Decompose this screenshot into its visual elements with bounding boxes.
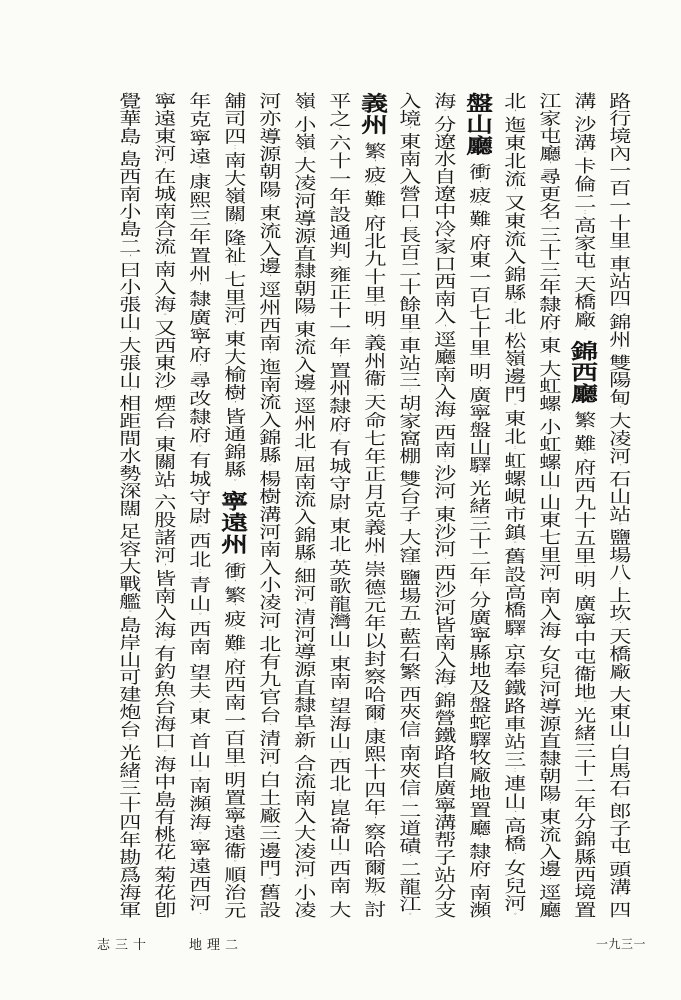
punctuation-mark: 、 [543, 412, 551, 419]
punctuation-mark: ： [333, 792, 341, 799]
entry-heading: 盤山廳 [461, 92, 493, 156]
column-text: 衝，疲，難。府東一百七十里。明，廣寧盤山驛。光緒三十二年，分廣寧縣地及盤蛇驛牧廠地置廳，隸府。南瀕 [464, 163, 490, 919]
punctuation-mark: ： [438, 458, 446, 465]
column-text: 河亦導源朝陽，東流入邊，逕州西南，迤南流入錦縣。楊樹溝河南入小凌河。北有九官台、清河、白土廠三邊門。舊設 [254, 92, 280, 919]
punctuation-mark: ： [193, 656, 201, 664]
punctuation-mark: ， [298, 449, 306, 456]
text-column-11 [251, 92, 282, 918]
punctuation-mark: 、 [228, 323, 236, 331]
punctuation-mark: 。 [368, 208, 376, 215]
punctuation-mark: ： [508, 768, 516, 775]
punctuation-mark: ， [123, 144, 131, 151]
punctuation-mark: ： [578, 210, 586, 217]
column-text: 溝、沙溝。卡倫二：高家屯、天橋廠。 [569, 92, 595, 335]
punctuation-mark: 。 [263, 463, 271, 470]
punctuation-mark: 。 [333, 432, 341, 440]
punctuation-mark: ， [228, 401, 236, 408]
text-column-15 [111, 92, 142, 918]
punctuation-mark: ， [228, 627, 236, 634]
punctuation-mark: ， [438, 324, 446, 331]
punctuation-mark: 。 [368, 554, 376, 562]
punctuation-mark: 。 [578, 564, 586, 571]
punctuation-mark: 、 [158, 487, 166, 494]
column-text: 海。分遼水自遼中冷家口西南入，逕廳南入海。西南：沙河、東沙河、西沙河皆南入海。錦營鐵路自廣寧溝帮子站分支 [429, 92, 455, 918]
punctuation-mark: 。 [613, 522, 621, 529]
section-label: 地理二 [189, 938, 244, 953]
punctuation-mark: ， [123, 516, 131, 523]
punctuation-mark: 、 [613, 679, 621, 686]
punctuation-mark: ， [473, 584, 481, 591]
punctuation-mark: ， [473, 180, 481, 187]
punctuation-mark: ， [298, 748, 306, 755]
punctuation-mark: ， [508, 109, 516, 117]
column-text: 路行境內一百一十里。車站四：錦州、雙陽甸、大凌河、石山站。鹽場八：上坎、天橋廠、大東山、白馬石、郎子屯、頭溝、四 [604, 92, 630, 919]
punctuation-mark: ， [158, 161, 166, 168]
punctuation-mark: 。 [333, 852, 341, 859]
punctuation-mark: ： [403, 388, 411, 395]
text-column-13 [181, 92, 212, 918]
punctuation-mark: 、 [158, 429, 166, 436]
column-text: 衝，繁，疲，難。府西南一百里。明置寧遠衞。順治元 [219, 561, 245, 919]
punctuation-mark: 、 [403, 854, 411, 861]
punctuation-mark: ， [228, 579, 236, 586]
text-column-10 [286, 92, 317, 918]
punctuation-mark: ， [123, 388, 131, 395]
column-text: 繁，疲，難。府北九十里。明，義州衞。天命七年正月克義州。崇德元年以封察哈爾。康熙十四年，察哈爾叛，討 [359, 142, 385, 918]
text-column-4 [496, 92, 527, 918]
punctuation-mark: 、 [438, 499, 446, 506]
punctuation-mark: 。 [263, 877, 271, 884]
text-column-3 [531, 92, 562, 918]
punctuation-mark: 。 [123, 610, 131, 616]
punctuation-mark: 。 [543, 220, 551, 226]
punctuation-mark: 。 [578, 700, 586, 707]
punctuation-mark: 。 [228, 859, 236, 866]
punctuation-mark: 、 [298, 109, 306, 116]
text-column-9 [321, 92, 352, 918]
punctuation-mark: 。 [473, 356, 481, 363]
punctuation-mark: 、 [613, 738, 621, 744]
punctuation-mark: ， [333, 354, 341, 362]
punctuation-mark: 。 [613, 248, 621, 255]
punctuation-mark: 。 [403, 912, 411, 919]
punctuation-mark: 。 [403, 330, 411, 337]
column-text: 覺華島，島西南小島二，曰小張山、大張山，相距間水勢深闊，足容大戰艦。島岸山可建炮台。光緒三十四年勘爲海軍 [114, 92, 140, 918]
punctuation-mark: ， [368, 328, 376, 335]
punctuation-mark: 、 [613, 895, 621, 902]
punctuation-mark: 、 [263, 765, 271, 772]
punctuation-mark: ， [263, 351, 271, 358]
punctuation-mark: 、 [508, 852, 516, 859]
punctuation-mark: 。 [438, 685, 446, 692]
punctuation-mark: ， [158, 254, 166, 261]
punctuation-mark: 。 [333, 259, 341, 266]
punctuation-mark: 。 [543, 639, 551, 646]
running-footer [97, 934, 243, 953]
punctuation-mark: ， [158, 563, 166, 570]
entry-heading: 錦西廳 [566, 339, 598, 404]
punctuation-mark: ， [473, 204, 481, 211]
punctuation-mark: 。 [333, 127, 341, 135]
punctuation-mark: 、 [613, 406, 621, 413]
punctuation-mark: 。 [298, 877, 306, 884]
punctuation-mark: ， [543, 487, 551, 494]
punctuation-mark: 。 [298, 150, 306, 157]
punctuation-mark: ， [193, 364, 201, 371]
text-column-8 [356, 92, 387, 918]
punctuation-mark: ， [123, 254, 131, 261]
punctuation-mark: ， [578, 428, 586, 435]
punctuation-mark: 、 [578, 269, 586, 276]
punctuation-mark: 。 [193, 612, 201, 620]
punctuation-mark: 。 [193, 700, 201, 708]
punctuation-mark: ， [473, 380, 481, 386]
punctuation-mark: ， [543, 802, 551, 808]
punctuation-mark: 。 [158, 639, 166, 646]
column-text: 平之。六十一年設通判。雍正十一年，置州隸府。有城守尉。東北：英歌龍灣山。東南：望海山。西北：崑崙山。西南：大 [324, 92, 350, 919]
punctuation-mark: 、 [228, 264, 236, 271]
punctuation-mark: 、 [403, 522, 411, 529]
text-column-14 [146, 92, 177, 918]
column-text: 北，迤東北流，又東流入錦縣。北：松嶺邊門。東北：虹螺峴市鎮。舊設高橋驛。京奉鐵路車站三：連山、高橋、女兒河。 [499, 92, 525, 919]
punctuation-mark: 。 [193, 165, 201, 173]
text-column-5 [461, 92, 492, 918]
column-text: 繁，難。府西九十五里。明，廣寧中屯衞地。光緒三十二年分錦縣西境置 [569, 411, 595, 919]
punctuation-mark: 、 [613, 854, 621, 861]
column-text: 嶺、小嶺。大凌河導源直隸朝陽，東流入邊，逕州北，屈南流入錦縣。細河、清河導源直隸阜新，合流南入大凌河。小凌 [289, 92, 315, 918]
punctuation-mark: 。 [193, 525, 201, 533]
punctuation-mark: 、 [123, 330, 131, 337]
punctuation-mark: ： [403, 621, 411, 628]
punctuation-mark: ： [333, 894, 341, 902]
column-text: 江家屯廳，尋更名。三十三年隸府。東：大虹螺、小虹螺山，山東七里河，南入海。女兒河導源直隸朝陽，東流入邊，逕廳 [534, 92, 560, 919]
punctuation-mark: 、 [403, 464, 411, 471]
column-text: 舖司四：南大嶺關、隆祉、七里河、東大榆樹，皆通錦縣。 [219, 92, 245, 485]
punctuation-mark: 、 [158, 388, 166, 395]
column-text: 寧遠東河，在城南合流，南入海。又西東沙、煙台、東關站、六股諸河，皆南入海。有釣魚台海口。海中島有桃花、菊花卽 [149, 92, 175, 919]
punctuation-mark: 。 [228, 651, 236, 658]
text-column-2 [566, 92, 597, 918]
punctuation-mark: ， [298, 390, 306, 397]
punctuation-mark: 、 [403, 679, 411, 686]
punctuation-mark: 。 [368, 303, 376, 311]
punctuation-mark: 。 [228, 764, 236, 771]
punctuation-mark: 。 [193, 831, 201, 839]
punctuation-mark: 。 [578, 452, 586, 459]
punctuation-mark: 。 [333, 648, 341, 655]
punctuation-mark: 。 [543, 330, 551, 337]
text-column-1 [601, 92, 632, 918]
punctuation-mark: 。 [123, 738, 131, 744]
punctuation-mark: 、 [158, 860, 166, 867]
punctuation-mark: 。 [368, 387, 376, 395]
punctuation-mark: 、 [438, 557, 446, 564]
punctuation-mark: 。 [263, 629, 271, 636]
punctuation-mark: ， [193, 283, 201, 291]
punctuation-mark: 。 [298, 560, 306, 567]
punctuation-mark: 。 [508, 301, 516, 308]
punctuation-mark: ， [368, 160, 376, 167]
punctuation-mark: 。 [438, 109, 446, 116]
punctuation-mark: 。 [473, 227, 481, 234]
punctuation-mark: ， [543, 877, 551, 884]
punctuation-mark: 、 [613, 621, 621, 628]
punctuation-mark: ， [543, 580, 551, 587]
punctuation-mark: ， [508, 187, 516, 195]
text-column-7 [391, 92, 422, 918]
punctuation-mark: 。 [508, 403, 516, 410]
punctuation-mark: 、 [578, 109, 586, 116]
punctuation-mark: ， [473, 836, 481, 843]
punctuation-mark: 。 [368, 721, 376, 728]
punctuation-mark: ， [298, 314, 306, 321]
punctuation-mark: ， [368, 184, 376, 191]
punctuation-mark: 、 [193, 912, 201, 918]
punctuation-mark: ： [333, 690, 341, 697]
punctuation-mark: ， [263, 198, 271, 205]
punctuation-mark: 。 [508, 636, 516, 644]
punctuation-mark: ， [543, 161, 551, 168]
punctuation-mark: 、 [613, 464, 621, 471]
punctuation-mark: 、 [228, 222, 236, 229]
punctuation-mark: 、 [613, 347, 621, 354]
punctuation-mark: ： [228, 145, 236, 152]
punctuation-mark: 、 [508, 810, 516, 817]
punctuation-mark: ： [613, 580, 621, 587]
text-column-12 [216, 92, 247, 918]
punctuation-mark: 。 [333, 510, 341, 517]
punctuation-mark: ， [368, 817, 376, 824]
punctuation-mark: ， [403, 126, 411, 133]
entry-heading: 寧遠州 [216, 489, 248, 555]
punctuation-mark: ： [613, 307, 621, 314]
page-number: 一九三一 [596, 937, 647, 951]
punctuation-mark: 。 [578, 151, 586, 158]
punctuation-mark: ， [403, 219, 411, 226]
punctuation-mark: ， [263, 274, 271, 281]
punctuation-mark: 、 [263, 723, 271, 730]
punctuation-mark: 。 [158, 313, 166, 320]
punctuation-mark: ： [333, 552, 341, 560]
text-column-6 [426, 92, 457, 918]
punctuation-mark: 、 [613, 796, 621, 803]
punctuation-mark: 。 [158, 749, 166, 756]
punctuation-mark: ： [193, 725, 201, 733]
punctuation-mark: 。 [473, 877, 481, 884]
punctuation-mark: 。 [438, 417, 446, 424]
punctuation-mark: 。 [333, 750, 341, 757]
punctuation-mark: 。 [403, 563, 411, 570]
punctuation-mark: ： [543, 353, 551, 360]
punctuation-mark: ， [578, 588, 586, 595]
punctuation-mark: ： [508, 325, 516, 332]
punctuation-mark: 、 [403, 796, 411, 803]
punctuation-mark: 。 [193, 769, 201, 777]
column-text: 入境，東南入營口，長百二十餘里。車站三：胡家窩棚、雙台子、大窪。鹽場五：藍石繁、西夾信、南夾信、二道磧、二龍江。 [394, 92, 420, 919]
entry-heading: 義州 [356, 92, 388, 136]
punctuation-mark: 。 [473, 473, 481, 480]
punctuation-mark: 、 [298, 602, 306, 609]
punctuation-mark: 、 [403, 738, 411, 744]
punctuation-mark: 。 [578, 328, 586, 335]
punctuation-mark: 。 [228, 478, 236, 485]
volume-label: 志三十 [97, 938, 152, 953]
punctuation-mark: ： [193, 569, 201, 577]
column-text: 年克寧遠。康熙三年置州，隸廣寧府，尋改隸府。有城守尉。西北：青山。西南：望夫。東：首山。南瀕海。寧遠西河、 [184, 92, 210, 918]
punctuation-mark: ， [368, 894, 376, 901]
punctuation-mark: 。 [508, 541, 516, 548]
punctuation-mark: ， [228, 603, 236, 610]
punctuation-mark: ： [508, 445, 516, 452]
punctuation-mark: 。 [193, 444, 201, 452]
punctuation-mark: 。 [508, 912, 516, 919]
